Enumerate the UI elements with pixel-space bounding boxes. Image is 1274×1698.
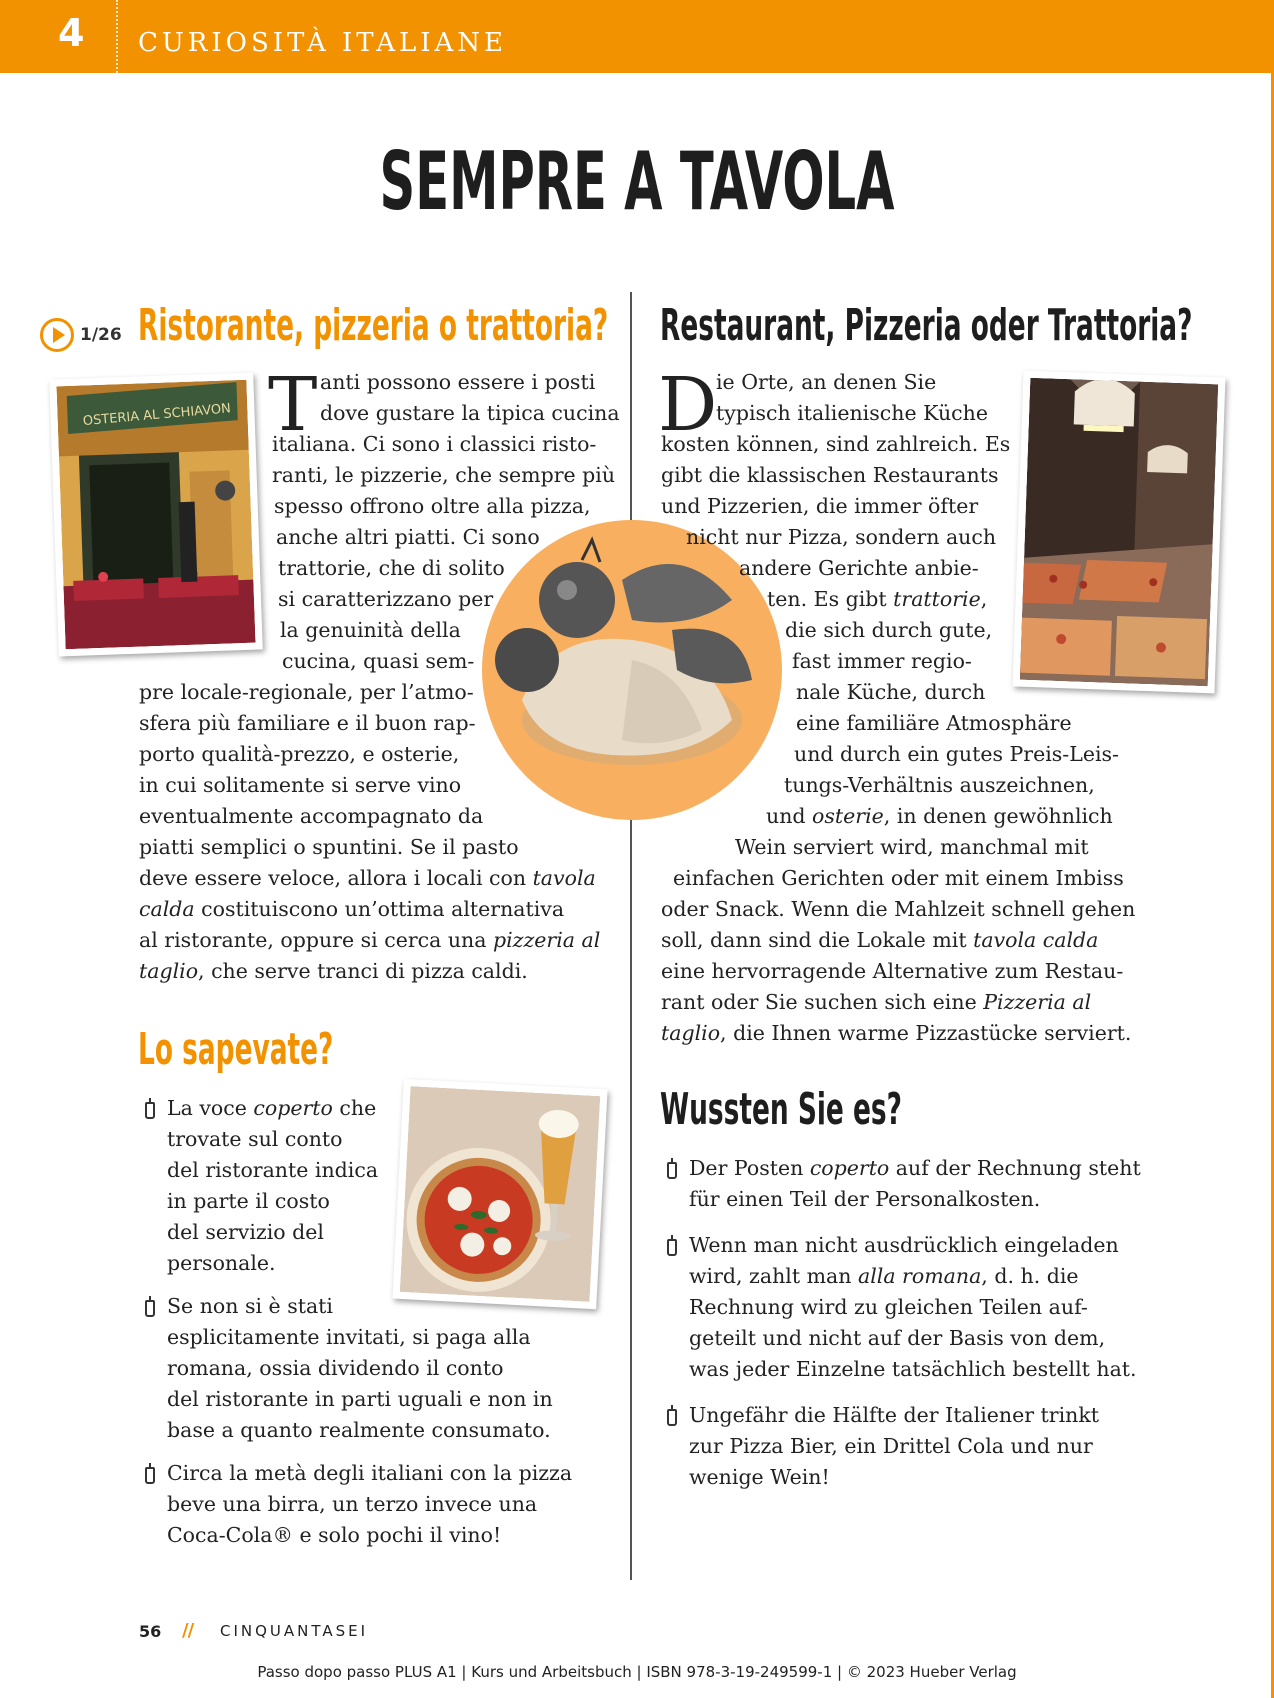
it-line: sfera più familiare e il buon rap- [139, 711, 476, 735]
it-bullet-line: personale. [167, 1251, 276, 1275]
it-line-part: deve essere veloce, allora i locali con [139, 866, 533, 890]
de-bullet-italic: alla romana [857, 1264, 982, 1288]
de-bullet-line [689, 1158, 1141, 1179]
de-line [661, 1023, 1131, 1044]
it-bullet-line: Coca-Cola® e solo pochi il vino! [167, 1523, 502, 1547]
it-bullet-line: esplicitamente invitati, si paga alla [167, 1325, 531, 1349]
it-line: la genuinità della [280, 618, 461, 642]
pizza-beer-image [400, 1086, 601, 1302]
de-line-italic: trattorie [893, 587, 981, 611]
de-line: und Pizzerien, die immer öfter [661, 494, 979, 518]
it-line: piatti semplici o spuntini. Se il pasto [139, 835, 519, 859]
it-bullet-line: Circa la metà degli italiani con la pizza [167, 1461, 573, 1485]
it-line: eventualmente accompagnato da [139, 804, 484, 828]
it-line: anti possono essere i posti [320, 370, 596, 394]
it-line: ranti, le pizzerie, che sempre più [272, 463, 616, 487]
de-dropcap: D [658, 362, 718, 448]
de-bullet-line: zur Pizza Bier, ein Drittel Cola und nur [689, 1434, 1093, 1458]
it-line: si caratterizzano per [278, 587, 494, 611]
de-line-part: ten. Es gibt [767, 587, 894, 611]
it-line: in cui solitamente si serve vino [139, 773, 462, 797]
audio-track-number: 1/26 [80, 325, 122, 345]
pizza-counter-image [1020, 378, 1218, 686]
play-icon[interactable] [40, 318, 74, 352]
de-line-part: soll, dann sind die Lokale mit [661, 928, 974, 952]
de-bullet-line: was jeder Einzelne tatsächlich bestellt hat. [689, 1357, 1137, 1381]
osteria-sign-text: OSTERIA AL SCHIAVON [82, 401, 232, 430]
bottle-bullet-icon [667, 1409, 677, 1426]
audio-track[interactable] [40, 318, 122, 352]
it-bullet-line: del ristorante indica [167, 1158, 379, 1182]
pizza-counter-photo [1013, 371, 1226, 694]
it-dropcap: T [268, 362, 318, 448]
osteria-photo [49, 373, 263, 657]
de-line-italic: osterie [812, 804, 884, 828]
de-line [661, 930, 1098, 951]
de-line [767, 589, 987, 610]
de-line: einfachen Gerichten oder mit einem Imbiss [673, 866, 1124, 890]
it-line [139, 868, 596, 889]
de-line-part: , [980, 587, 988, 611]
column-divider [630, 292, 632, 1580]
copyright-credit: Passo dopo passo PLUS A1 | Kurs und Arbeitsbuch | ISBN 978-3-19-249599-1 | © 2023 Hueber Verlag [257, 1663, 1017, 1681]
bottle-bullet-icon [145, 1300, 155, 1317]
it-bullet-line: romana, ossia dividendo il conto [167, 1356, 504, 1380]
page-number: 56 [139, 1622, 162, 1641]
it-line: anche altri piatti. Ci sono [276, 525, 540, 549]
it-bullet-part: che [332, 1096, 377, 1120]
de-bullet-line: wenige Wein! [689, 1465, 830, 1489]
de-line-part: , in denen gewöhnlich [883, 804, 1113, 828]
it-line: dove gustare la tipica cucina [320, 401, 620, 425]
de-line: die sich durch gute, [785, 618, 993, 642]
footer-separator: // [182, 1620, 194, 1641]
header-divider [116, 0, 118, 73]
it-line-italic: tavola [532, 866, 596, 890]
chapter-title: CURIOSITÀ ITALIANE [138, 28, 508, 58]
it-line: cucina, quasi sem- [282, 649, 475, 673]
de-bullet-part: wird, zahlt man [689, 1264, 858, 1288]
it-bullet-line: Se non si è stati [167, 1294, 333, 1318]
bottle-bullet-icon [667, 1239, 677, 1256]
de-line: und durch ein gutes Preis-Leis- [794, 742, 1119, 766]
it-line: italiana. Ci sono i classici risto- [272, 432, 597, 456]
it-line-part: costituiscono un’ottima alternativa [194, 897, 565, 921]
de-did-you-know-heading: Wussten Sie es? [660, 1084, 902, 1135]
de-line-italic: tavola calda [973, 928, 1099, 952]
de-line [766, 806, 1113, 827]
bottle-bullet-icon [145, 1102, 155, 1119]
bottle-bullet-icon [667, 1162, 677, 1179]
osteria-image [56, 380, 255, 649]
de-line-italic: taglio [661, 1021, 721, 1045]
de-line: fast immer regio- [792, 649, 972, 673]
de-line: nale Küche, durch [796, 680, 986, 704]
page-title: SEMPRE A TAVOLA [379, 135, 895, 228]
de-line-part: , die Ihnen warme Pizzastücke serviert. [720, 1021, 1132, 1045]
de-bullet-line: Ungefähr die Hälfte der Italiener trinkt [689, 1403, 1099, 1427]
de-line: oder Snack. Wenn die Mahlzeit schnell gehen [661, 897, 1136, 921]
page-number-word: CINQUANTASEI [220, 1622, 369, 1640]
de-bullet-line: geteilt und nicht auf der Basis von dem, [689, 1326, 1106, 1350]
de-bullet-italic: coperto [809, 1156, 890, 1180]
it-line-part: al ristorante, oppure si cerca una [139, 928, 493, 952]
it-bullet-line: del ristorante in parti uguali e non in [167, 1387, 553, 1411]
chapter-header-bar [0, 0, 1274, 73]
it-line: trattorie, che di solito [278, 556, 505, 580]
it-bullet-part: La voce [167, 1096, 254, 1120]
de-line: tungs-Verhältnis auszeichnen, [784, 773, 1095, 797]
it-line-italic: calda [139, 897, 195, 921]
de-bullet-line: Rechnung wird zu gleichen Teilen auf- [689, 1295, 1088, 1319]
it-line-part: , che serve tranci di pizza caldi. [198, 959, 528, 983]
it-did-you-know-heading: Lo sapevate? [138, 1024, 334, 1075]
mozzarella-tomato-illustration [482, 520, 782, 820]
chapter-number: 4 [58, 11, 85, 55]
de-bullet-line [689, 1266, 1079, 1287]
de-bullet-part: Der Posten [689, 1156, 810, 1180]
it-line [139, 930, 600, 951]
de-line-part: rant oder Sie suchen sich eine [661, 990, 984, 1014]
it-bullet-line: base a quanto realmente consumato. [167, 1418, 551, 1442]
it-line [139, 961, 528, 982]
it-bullet-italic: coperto [253, 1096, 333, 1120]
de-bullet-part: , d. h. die [981, 1264, 1079, 1288]
de-line-italic: Pizzeria al [983, 990, 1092, 1014]
de-line: andere Gerichte anbie- [739, 556, 979, 580]
de-line [661, 992, 1091, 1013]
it-line: spesso offrono oltre alla pizza, [274, 494, 591, 518]
it-line: pre locale-regionale, per l’atmo- [139, 680, 474, 704]
de-heading: Restaurant, Pizzeria oder Trattoria? [660, 300, 1193, 351]
it-bullet-line: del servizio del [167, 1220, 324, 1244]
it-line-italic: taglio [139, 959, 199, 983]
de-bullet-line: Wenn man nicht ausdrücklich eingeladen [689, 1233, 1119, 1257]
bottle-bullet-icon [145, 1467, 155, 1484]
food-circle-image [482, 520, 782, 820]
de-line: ie Orte, an denen Sie [716, 370, 937, 394]
it-line-italic: pizzeria al [493, 928, 601, 952]
it-bullet-line: trovate sul conto [167, 1127, 343, 1151]
de-line-part: und [766, 804, 813, 828]
de-line: typisch italienische Küche [716, 401, 988, 425]
it-bullet-line [167, 1098, 376, 1119]
it-line: porto qualità-prezzo, e osterie, [139, 742, 460, 766]
it-bullet-line: in parte il costo [167, 1189, 330, 1213]
de-bullet-part: auf der Rechnung steht [889, 1156, 1141, 1180]
de-line: gibt die klassischen Restaurants [661, 463, 999, 487]
de-line: nicht nur Pizza, sondern auch [686, 525, 997, 549]
it-line [139, 899, 564, 920]
de-line: eine hervorragende Alternative zum Restau- [661, 959, 1124, 983]
de-line: eine familiäre Atmosphäre [796, 711, 1072, 735]
de-bullet-line: für einen Teil der Personalkosten. [689, 1187, 1041, 1211]
de-line: kosten können, sind zahlreich. Es [661, 432, 1011, 456]
it-bullet-line: beve una birra, un terzo invece una [167, 1492, 538, 1516]
pizza-beer-photo [392, 1079, 607, 1309]
de-line: Wein serviert wird, manchmal mit [735, 835, 1089, 859]
it-heading: Ristorante, pizzeria o trattoria? [138, 300, 609, 351]
